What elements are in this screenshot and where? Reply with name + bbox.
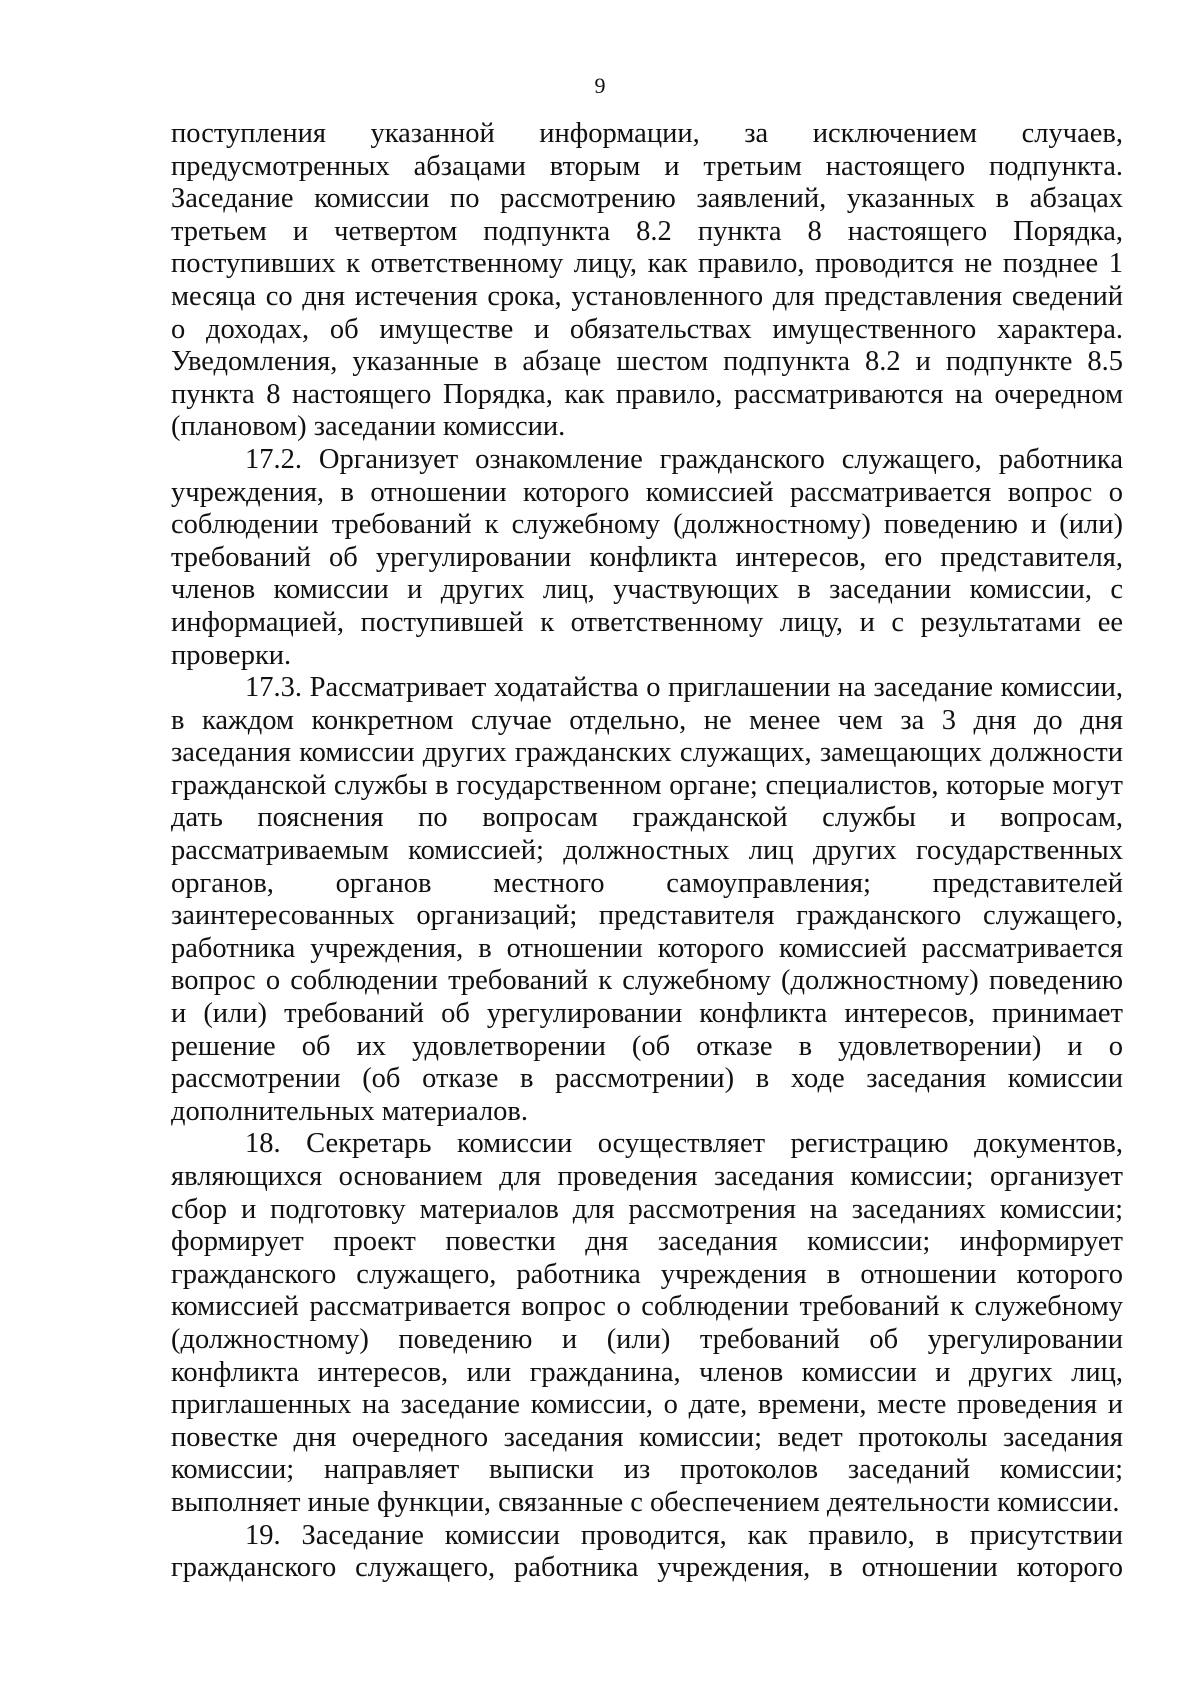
paragraph-19: 19. Заседание комиссии проводится, как правило, в присутствии гражданского служащего, работника учреждения, в отношении которого <box>171 1519 1123 1584</box>
paragraph-continuation: поступления указанной информации, за исключением случаев, предусмотренных абзацами вторым и третьим настоящего подпункта. Заседание комиссии по рассмотрению заявлений, указанных в абзацах третьем и четвертом подпункта 8.2 пункта 8 настоящего Порядка, поступивших к ответственному лицу, как правило, проводится не позднее 1 месяца со дня истечения срока, установленного для представления сведений о доходах, об имуществе и обязательствах имущественного характера. Уведомления, указанные в абзаце шестом подпункта 8.2 и подпункте 8.5 пункта 8 настоящего Порядка, как правило, рассматриваются на очередном (плановом) заседании комиссии. <box>171 118 1123 443</box>
paragraph-17-3: 17.3. Рассматривает ходатайства о приглашении на заседание комиссии, в каждом конкретном случае отдельно, не менее чем за 3 дня до дня заседания комиссии других гражданских служащих, замещающих должности гражданской службы в государственном органе; специалистов, которые могут дать пояснения по вопросам гражданской службы и вопросам, рассматриваемым комиссией; должностных лиц других государственных органов, органов местного самоуправления; представителей заинтересованных организаций; представителя гражданского служащего, работника учреждения, в отношении которого комиссией рассматривается вопрос о соблюдении требований к служебному (должностному) поведению и (или) требований об урегулировании конфликта интересов, принимает решение об их удовлетворении (об отказе в удовлетворении) и о рассмотрении (об отказе в рассмотрении) в ходе заседания комиссии дополнительных материалов. <box>171 672 1123 1127</box>
document-body <box>171 118 1123 1585</box>
paragraph-18: 18. Секретарь комиссии осуществляет регистрацию документов, являющихся основанием для проведения заседания комиссии; организует сбор и подготовку материалов для рассмотрения на заседаниях комиссии; формирует проект повестки дня заседания комиссии; информирует гражданского служащего, работника учреждения в отношении которого комиссией рассматривается вопрос о соблюдении требований к служебному (должностному) поведению и (или) требований об урегулировании конфликта интересов, или гражданина, членов комиссии и других лиц, приглашенных на заседание комиссии, о дате, времени, месте проведения и повестке дня очередного заседания комиссии; ведет протоколы заседания комиссии; направляет выписки из протоколов заседаний комиссии; выполняет иные функции, связанные с обеспечением деятельности комиссии. <box>171 1128 1123 1518</box>
paragraph-17-2: 17.2. Организует ознакомление гражданского служащего, работника учреждения, в отношении которого комиссией рассматривается вопрос о соблюдении требований к служебному (должностному) поведению и (или) требований об урегулировании конфликта интересов, его представителя, членов комиссии и других лиц, участвующих в заседании комиссии, с информацией, поступившей к ответственному лицу, и с результатами ее проверки. <box>171 443 1123 671</box>
page-number: 9 <box>594 73 606 98</box>
